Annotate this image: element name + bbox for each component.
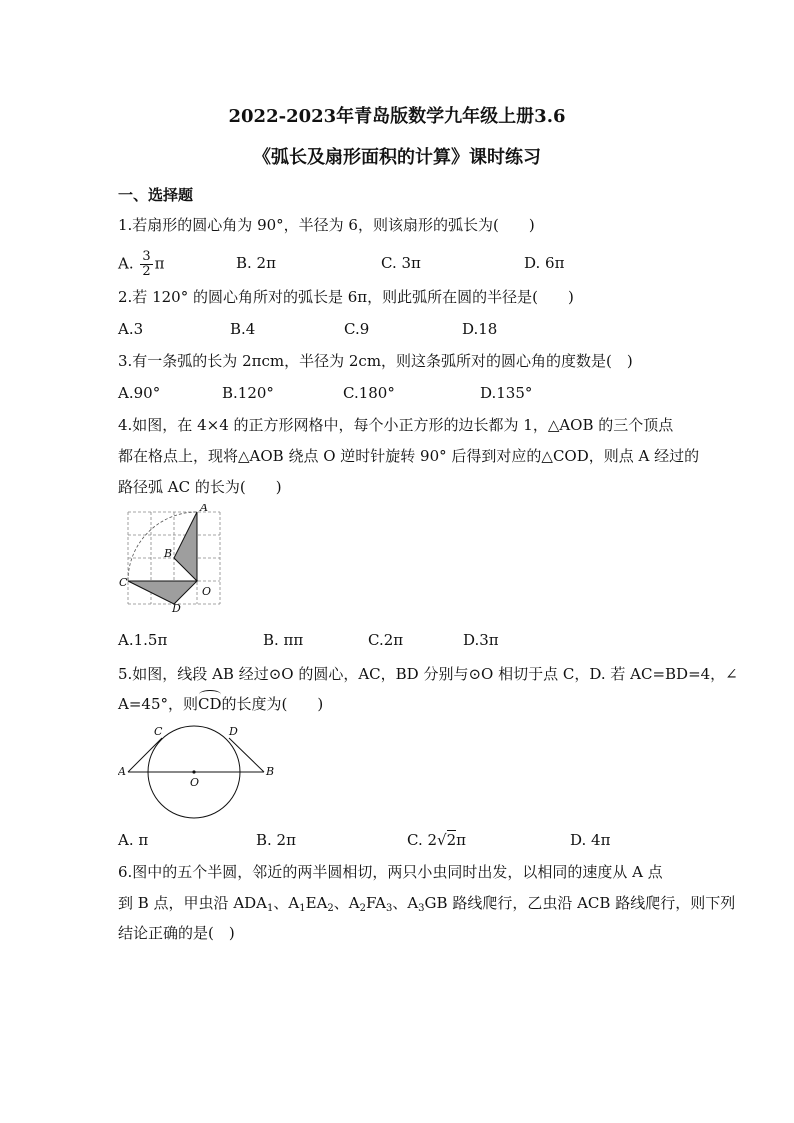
- question-2-option-a: A.3: [118, 320, 144, 338]
- fraction-numerator: 3: [142, 249, 151, 264]
- subscript: 2: [327, 903, 334, 914]
- question-5-option-c: [407, 830, 466, 850]
- text-run: 、A: [392, 894, 419, 912]
- label-o: O: [202, 585, 212, 598]
- text-run: GB 路线爬行，乙虫沿 ACB 路线爬行，则下列: [424, 894, 736, 912]
- center-point: [192, 770, 195, 773]
- question-5-option-d: D. 4π: [570, 831, 611, 849]
- tangent-bd: [229, 738, 264, 772]
- question-1-option-c: C. 3π: [381, 254, 421, 272]
- option-a-suffix: π: [154, 254, 165, 273]
- question-5-line-2-start: A=45°，则: [118, 695, 198, 713]
- question-2-option-b: B.4: [230, 320, 256, 338]
- question-2-option-c: C.9: [344, 320, 370, 338]
- sqrt-sign: √: [437, 831, 447, 849]
- section-heading: 一、选择题: [118, 186, 194, 204]
- question-1-stem: 1.若扇形的圆心角为 90°，半径为 6，则该扇形的弧长为( ): [118, 216, 535, 234]
- question-4-option-d: D.3π: [463, 631, 499, 649]
- label-c: C: [119, 576, 128, 589]
- question-4-line-3: 路径弧 AC 的长为( ): [118, 478, 282, 496]
- question-1-option-b: B. 2π: [236, 254, 276, 272]
- arc-cd-notation: CD: [198, 695, 222, 713]
- triangle-cod: [128, 581, 197, 604]
- subscript: 2: [359, 903, 367, 914]
- label-b: B: [164, 547, 173, 560]
- question-1-option-d: D. 6π: [524, 254, 565, 272]
- tangent-ac: [128, 738, 162, 772]
- question-4-option-b: B. ππ: [263, 631, 304, 649]
- text-run: 、A: [333, 894, 360, 912]
- fraction-denominator: 2: [142, 264, 151, 279]
- label-b: B: [266, 765, 275, 778]
- sqrt-radicand: 2: [446, 831, 457, 849]
- subscript: 3: [385, 903, 393, 914]
- subscript: 1: [267, 903, 274, 914]
- label-a: A: [118, 765, 126, 778]
- question-4-option-a: A.1.5π: [118, 631, 168, 649]
- option-c-prefix: C. 2: [407, 831, 438, 849]
- question-5-circle-figure: [118, 724, 278, 828]
- text-run: 、A: [273, 894, 300, 912]
- question-5-option-b: B. 2π: [256, 831, 296, 849]
- text-run: 到 B 点，甲虫沿 ADA: [118, 894, 268, 912]
- question-3-option-b: B.120°: [222, 384, 274, 402]
- question-1-option-a: [118, 250, 165, 279]
- label-d: D: [229, 725, 238, 738]
- question-4-option-c: C.2π: [368, 631, 404, 649]
- question-3-option-c: C.180°: [343, 384, 395, 402]
- question-4-grid-figure: [118, 504, 230, 612]
- question-3-stem: 3.有一条弧的长为 2πcm，半径为 2cm，则这条弧所对的圆心角的度数是( ): [118, 352, 633, 370]
- question-6-line-1: 6.图中的五个半圆，邻近的两半圆相切，两只小虫同时出发，以相同的速度从 A 点: [118, 863, 663, 881]
- subscript: 3: [418, 903, 425, 914]
- text-run: EA: [305, 894, 328, 912]
- question-2-option-d: D.18: [462, 320, 498, 338]
- title-line-2: 《弧长及扇形面积的计算》课时练习: [253, 147, 541, 168]
- question-6-line-3: 结论正确的是( ): [118, 924, 235, 942]
- fraction: [140, 250, 152, 279]
- question-3-option-d: D.135°: [480, 384, 533, 402]
- question-5-line-2: [118, 694, 323, 714]
- question-2-stem: 2.若 120° 的圆心角所对的弧长是 6π，则此弧所在圆的半径是( ): [118, 288, 574, 306]
- question-6-line-2: [118, 893, 735, 919]
- question-5-line-1: 5.如图，线段 AB 经过⊙O 的圆心，AC，BD 分别与⊙O 相切于点 C，D. 若 AC=BD=4，∠: [118, 665, 738, 683]
- question-4-line-2: 都在格点上，现将△AOB 绕点 O 逆时针旋转 90° 后得到对应的△COD，则点 A 经过的: [118, 447, 700, 465]
- question-5-option-a: A. π: [118, 831, 149, 849]
- question-3-option-a: A.90°: [118, 384, 161, 402]
- option-a-prefix: A.: [118, 254, 134, 273]
- label-o: O: [190, 776, 200, 789]
- text-run: FA: [366, 894, 386, 912]
- label-a: A: [200, 504, 208, 514]
- title-line-1: 2022-2023年青岛版数学九年级上册3.6: [228, 106, 566, 127]
- triangle-aob: [174, 512, 197, 581]
- option-c-suffix: π: [456, 831, 466, 849]
- label-c: C: [154, 725, 163, 738]
- label-d: D: [172, 602, 181, 612]
- question-5-line-2-end: 的长度为( ): [221, 695, 324, 713]
- question-4-line-1: 4.如图，在 4×4 的正方形网格中，每个小正方形的边长都为 1，△AOB 的三个顶点: [118, 416, 674, 434]
- subscript: 1: [299, 903, 306, 914]
